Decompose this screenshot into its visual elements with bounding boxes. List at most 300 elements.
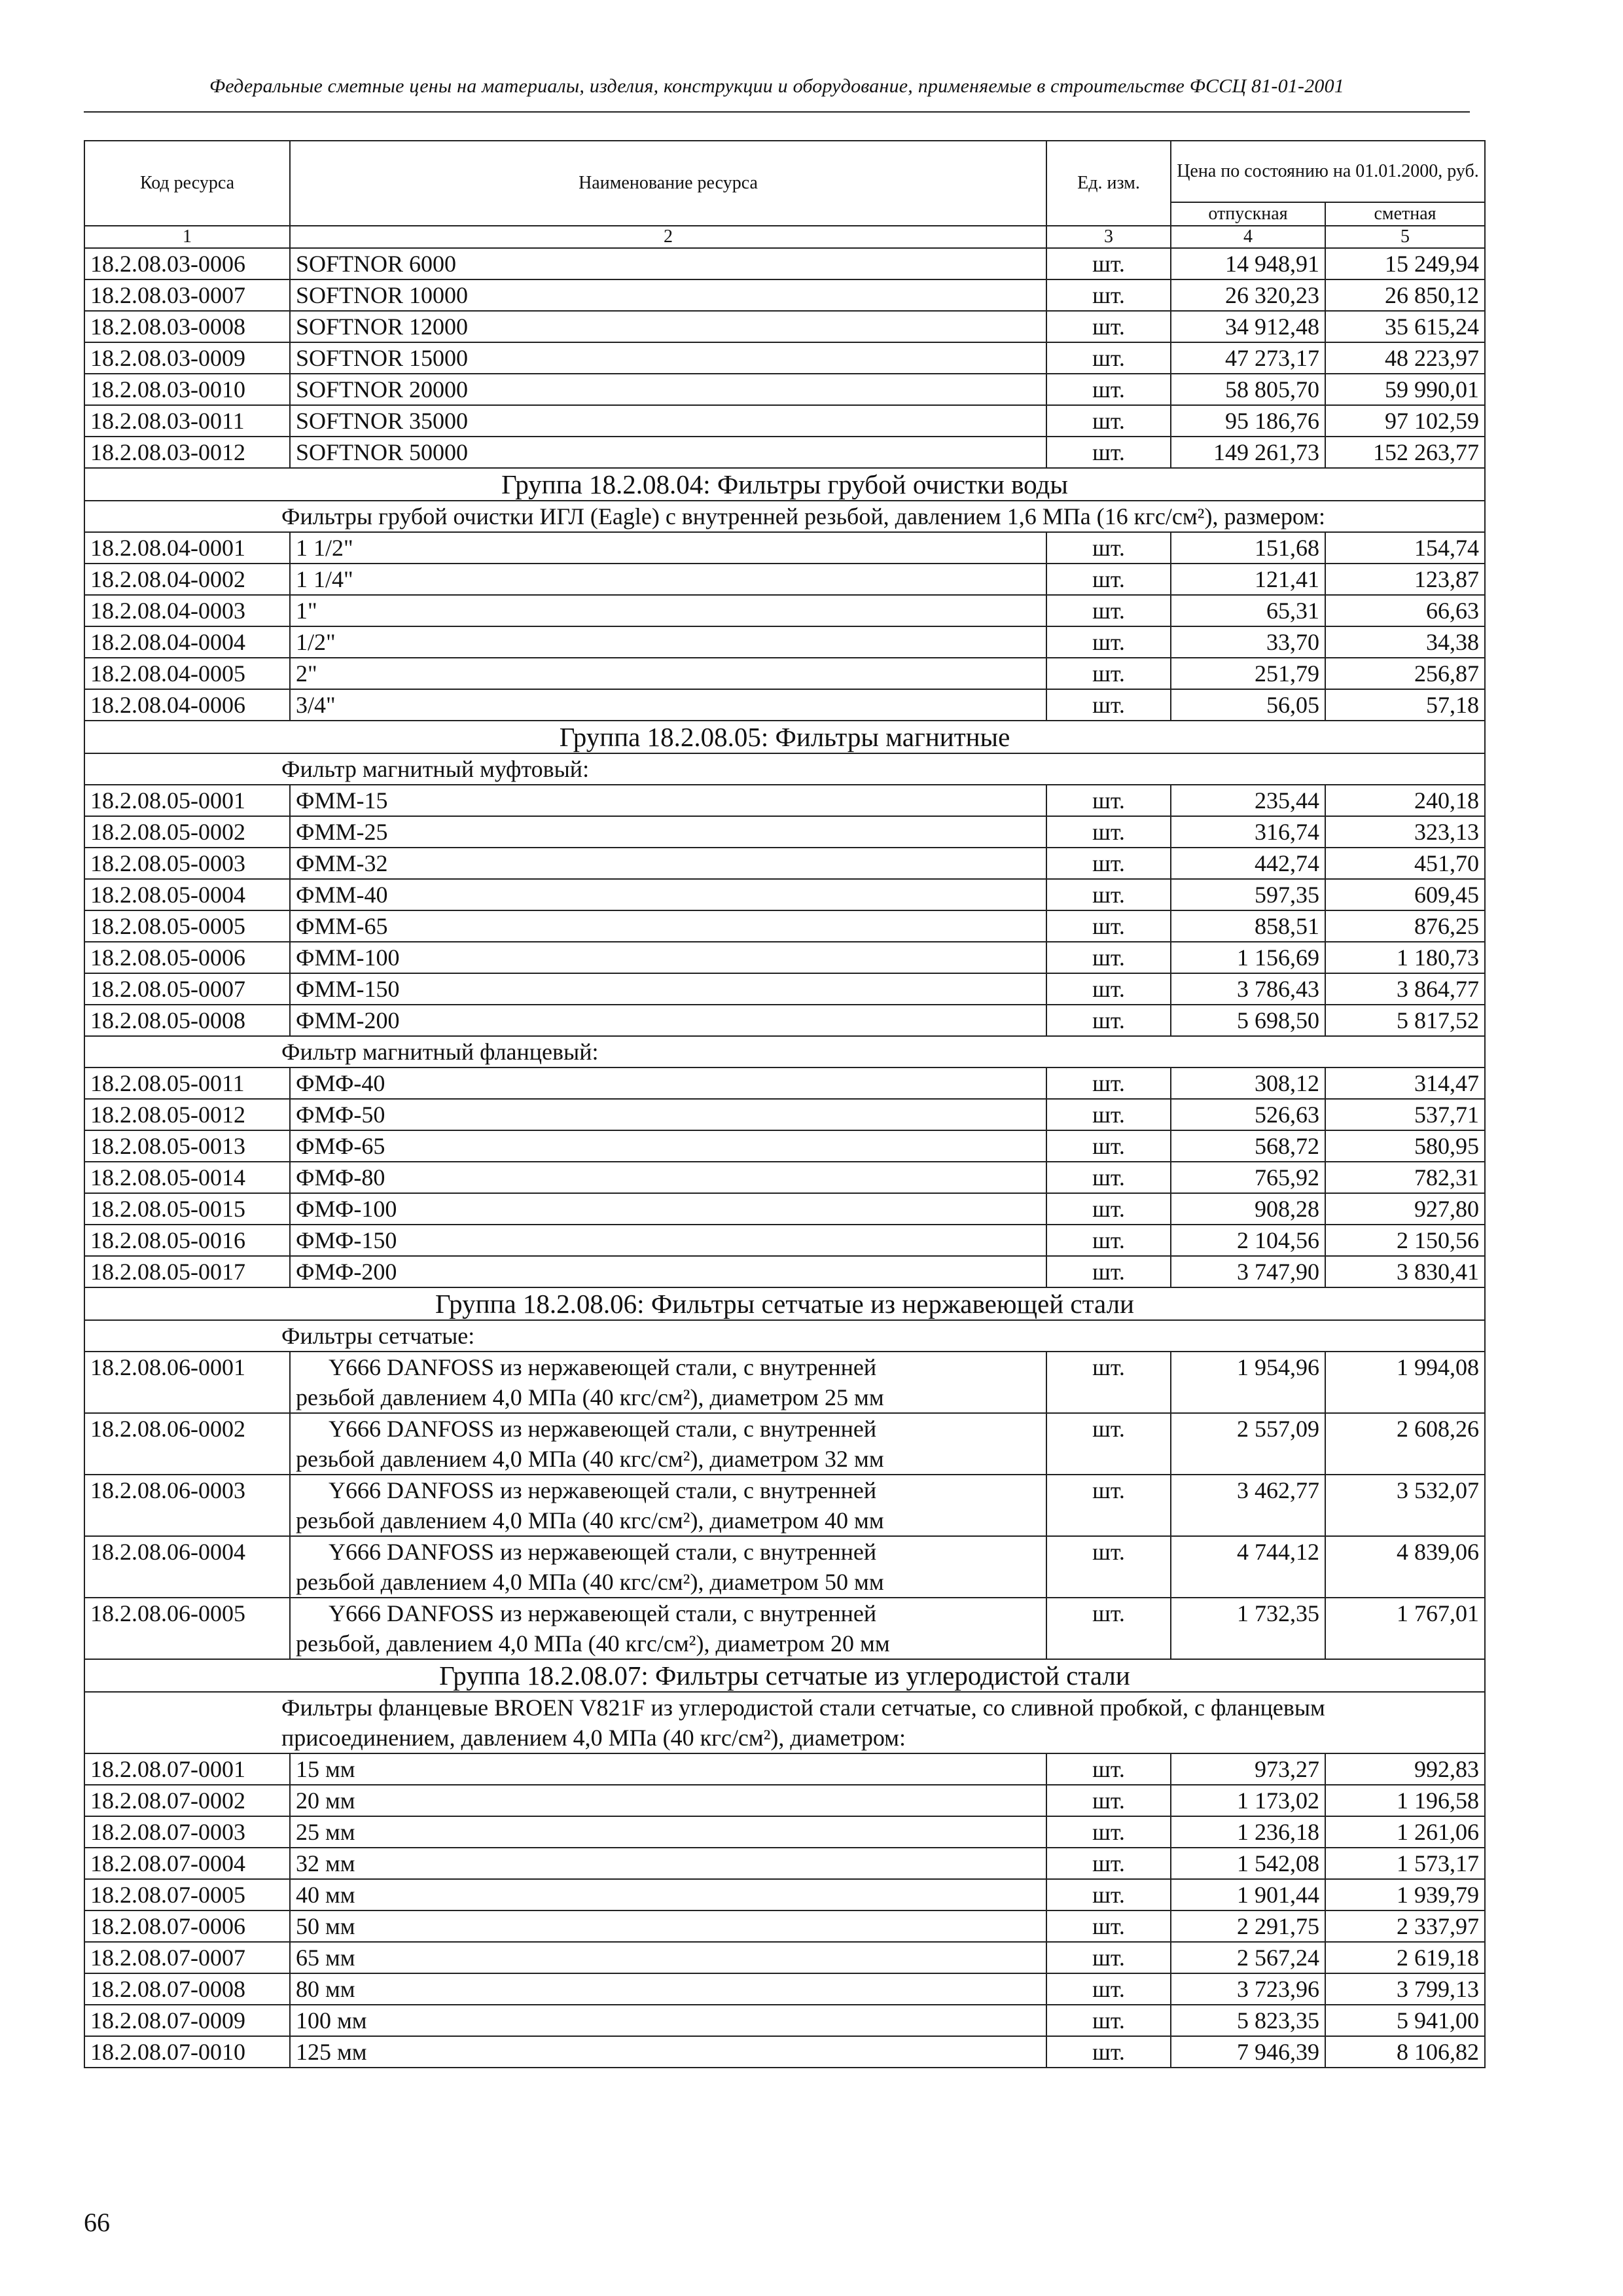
- group-row: [84, 468, 1485, 501]
- resource-code: 18.2.08.03-0007: [84, 279, 290, 311]
- estimate-price: 59 990,01: [1325, 374, 1485, 405]
- resource-name: ФМФ-200: [290, 1256, 1046, 1287]
- unit: шт.: [1046, 626, 1171, 658]
- unit: шт.: [1046, 1973, 1171, 2005]
- table-row: [84, 910, 1485, 942]
- estimate-price: 2 337,97: [1325, 1910, 1485, 1942]
- estimate-price: 876,25: [1325, 910, 1485, 942]
- resource-code: 18.2.08.06-0001: [84, 1352, 290, 1413]
- resource-name-line: резьбой, давлением 4,0 МПа (40 кгс/см²), диаметром 20 мм: [296, 1630, 890, 1657]
- unit: шт.: [1046, 279, 1171, 311]
- table-row: [84, 1067, 1485, 1099]
- resource-name: 15 мм: [290, 1753, 1046, 1785]
- unit: шт.: [1046, 1879, 1171, 1910]
- release-price: 5 823,35: [1171, 2005, 1325, 2036]
- unit: шт.: [1046, 1816, 1171, 1848]
- table-row: [84, 1848, 1485, 1879]
- resource-code: 18.2.08.04-0004: [84, 626, 290, 658]
- estimate-price: 152 263,77: [1325, 437, 1485, 468]
- unit: шт.: [1046, 248, 1171, 279]
- release-price: 34 912,48: [1171, 311, 1325, 342]
- resource-name: 1 1/2": [290, 532, 1046, 564]
- resource-name-line: Y666 DANFOSS из нержавеющей стали, с внутренней: [329, 1477, 877, 1503]
- unit: шт.: [1046, 1475, 1171, 1536]
- resource-name: 50 мм: [290, 1910, 1046, 1942]
- group-row: [84, 1659, 1485, 1692]
- estimate-price: 5 817,52: [1325, 1005, 1485, 1036]
- resource-code: 18.2.08.04-0006: [84, 689, 290, 721]
- resource-name: [290, 1475, 1046, 1536]
- unit: шт.: [1046, 942, 1171, 973]
- resource-code: 18.2.08.07-0010: [84, 2036, 290, 2068]
- resource-name-line: резьбой давлением 4,0 МПа (40 кгс/см²), диаметром 50 мм: [296, 1569, 884, 1595]
- resource-name: SOFTNOR 12000: [290, 311, 1046, 342]
- release-price: 56,05: [1171, 689, 1325, 721]
- table-row: [84, 1352, 1485, 1413]
- table-row: [84, 1942, 1485, 1973]
- table-row: [84, 2036, 1485, 2068]
- unit: шт.: [1046, 1785, 1171, 1816]
- resource-code: 18.2.08.07-0004: [84, 1848, 290, 1879]
- resource-code: 18.2.08.06-0003: [84, 1475, 290, 1536]
- resource-name-line: резьбой давлением 4,0 МПа (40 кгс/см²), диаметром 25 мм: [296, 1384, 884, 1410]
- group-row: [84, 1287, 1485, 1320]
- resource-code: 18.2.08.07-0007: [84, 1942, 290, 1973]
- intro-row: [84, 1320, 1485, 1352]
- group-title: Группа 18.2.08.06: Фильтры сетчатые из нержавеющей стали: [84, 1287, 1485, 1320]
- resource-code: 18.2.08.05-0006: [84, 942, 290, 973]
- col-header-code: Код ресурса: [84, 141, 290, 226]
- release-price: 95 186,76: [1171, 405, 1325, 437]
- table-row: [84, 1130, 1485, 1162]
- col-header-estimate: сметная: [1325, 202, 1485, 226]
- estimate-price: 3 864,77: [1325, 973, 1485, 1005]
- table-row: [84, 1475, 1485, 1536]
- resource-name: ФМФ-150: [290, 1225, 1046, 1256]
- col-header-release: отпускная: [1171, 202, 1325, 226]
- estimate-price: 66,63: [1325, 595, 1485, 626]
- table-body: [84, 248, 1485, 2068]
- release-price: 4 744,12: [1171, 1536, 1325, 1598]
- unit: шт.: [1046, 405, 1171, 437]
- table-row: [84, 879, 1485, 910]
- estimate-price: 1 939,79: [1325, 1879, 1485, 1910]
- release-price: 908,28: [1171, 1193, 1325, 1225]
- group-title: Группа 18.2.08.05: Фильтры магнитные: [84, 721, 1485, 753]
- release-price: 2 567,24: [1171, 1942, 1325, 1973]
- resource-code: 18.2.08.05-0011: [84, 1067, 290, 1099]
- release-price: 58 805,70: [1171, 374, 1325, 405]
- release-price: 3 786,43: [1171, 973, 1325, 1005]
- col-number: 4: [1171, 226, 1325, 248]
- resource-name: 1": [290, 595, 1046, 626]
- resource-name: ФММ-32: [290, 848, 1046, 879]
- unit: шт.: [1046, 374, 1171, 405]
- group-intro-text: Фильтры грубой очистки ИГЛ (Eagle) с внутренней резьбой, давлением 1,6 МПа (16 кгс/см²), размером:: [84, 501, 1485, 532]
- resource-name: 20 мм: [290, 1785, 1046, 1816]
- table-row: [84, 405, 1485, 437]
- unit: шт.: [1046, 816, 1171, 848]
- release-price: 1 156,69: [1171, 942, 1325, 973]
- unit: шт.: [1046, 311, 1171, 342]
- resource-code: 18.2.08.05-0016: [84, 1225, 290, 1256]
- resource-code: 18.2.08.05-0013: [84, 1130, 290, 1162]
- table-row: [84, 1879, 1485, 1910]
- unit: шт.: [1046, 973, 1171, 1005]
- table-row: [84, 1753, 1485, 1785]
- table-row: [84, 816, 1485, 848]
- estimate-price: 123,87: [1325, 564, 1485, 595]
- table-row: [84, 1256, 1485, 1287]
- resource-name: ФМФ-100: [290, 1193, 1046, 1225]
- release-price: 858,51: [1171, 910, 1325, 942]
- resource-code: 18.2.08.06-0002: [84, 1413, 290, 1475]
- table-row: [84, 1162, 1485, 1193]
- resource-code: 18.2.08.07-0003: [84, 1816, 290, 1848]
- estimate-price: 15 249,94: [1325, 248, 1485, 279]
- table-row: [84, 2005, 1485, 2036]
- estimate-price: 323,13: [1325, 816, 1485, 848]
- unit: шт.: [1046, 1910, 1171, 1942]
- unit: шт.: [1046, 785, 1171, 816]
- release-price: 121,41: [1171, 564, 1325, 595]
- resource-name: ФММ-25: [290, 816, 1046, 848]
- resource-name: 1/2": [290, 626, 1046, 658]
- table-row: [84, 1005, 1485, 1036]
- unit: шт.: [1046, 848, 1171, 879]
- table-row: [84, 1598, 1485, 1659]
- intro-row: [84, 1036, 1485, 1067]
- release-price: 1 173,02: [1171, 1785, 1325, 1816]
- col-header-unit: Ед. изм.: [1046, 141, 1171, 226]
- table-row: [84, 1536, 1485, 1598]
- estimate-price: 1 261,06: [1325, 1816, 1485, 1848]
- resource-name: SOFTNOR 6000: [290, 248, 1046, 279]
- table-row: [84, 848, 1485, 879]
- resource-name: ФММ-15: [290, 785, 1046, 816]
- estimate-price: 3 830,41: [1325, 1256, 1485, 1287]
- estimate-price: 34,38: [1325, 626, 1485, 658]
- release-price: 2 104,56: [1171, 1225, 1325, 1256]
- resource-name: ФММ-150: [290, 973, 1046, 1005]
- table-row: [84, 437, 1485, 468]
- resource-name: ФММ-200: [290, 1005, 1046, 1036]
- group-intro-text: Фильтр магнитный фланцевый:: [84, 1036, 1485, 1067]
- estimate-price: 314,47: [1325, 1067, 1485, 1099]
- release-price: 597,35: [1171, 879, 1325, 910]
- release-price: 1 954,96: [1171, 1352, 1325, 1413]
- unit: шт.: [1046, 1848, 1171, 1879]
- release-price: 33,70: [1171, 626, 1325, 658]
- resource-code: 18.2.08.07-0009: [84, 2005, 290, 2036]
- unit: шт.: [1046, 1942, 1171, 1973]
- release-price: 26 320,23: [1171, 279, 1325, 311]
- resource-name: ФМФ-50: [290, 1099, 1046, 1130]
- release-price: 1 901,44: [1171, 1879, 1325, 1910]
- estimate-price: 992,83: [1325, 1753, 1485, 1785]
- release-price: 1 236,18: [1171, 1816, 1325, 1848]
- resource-code: 18.2.08.05-0008: [84, 1005, 290, 1036]
- resource-name: 80 мм: [290, 1973, 1046, 2005]
- release-price: 2 557,09: [1171, 1413, 1325, 1475]
- resource-name: 25 мм: [290, 1816, 1046, 1848]
- unit: шт.: [1046, 532, 1171, 564]
- unit: шт.: [1046, 342, 1171, 374]
- table-row: [84, 1816, 1485, 1848]
- unit: шт.: [1046, 1162, 1171, 1193]
- resource-code: 18.2.08.07-0008: [84, 1973, 290, 2005]
- unit: шт.: [1046, 1099, 1171, 1130]
- table-row: [84, 564, 1485, 595]
- unit: шт.: [1046, 689, 1171, 721]
- resource-code: 18.2.08.05-0007: [84, 973, 290, 1005]
- unit: шт.: [1046, 1256, 1171, 1287]
- resource-code: 18.2.08.05-0004: [84, 879, 290, 910]
- resource-code: 18.2.08.05-0014: [84, 1162, 290, 1193]
- resource-code: 18.2.08.06-0005: [84, 1598, 290, 1659]
- estimate-price: 48 223,97: [1325, 342, 1485, 374]
- unit: шт.: [1046, 1413, 1171, 1475]
- resource-name-line: Y666 DANFOSS из нержавеющей стали, с внутренней: [329, 1600, 877, 1626]
- release-price: 251,79: [1171, 658, 1325, 689]
- table-row: [84, 1225, 1485, 1256]
- release-price: 526,63: [1171, 1099, 1325, 1130]
- release-price: 3 462,77: [1171, 1475, 1325, 1536]
- resource-name: 125 мм: [290, 2036, 1046, 2068]
- running-header: Федеральные сметные цены на материалы, изделия, конструкции и оборудование, применяемые в строительстве ФССЦ 81-01-2001: [84, 73, 1470, 113]
- resource-name: 1 1/4": [290, 564, 1046, 595]
- unit: шт.: [1046, 564, 1171, 595]
- resource-code: 18.2.08.05-0001: [84, 785, 290, 816]
- estimate-price: 240,18: [1325, 785, 1485, 816]
- table-row: [84, 1193, 1485, 1225]
- release-price: 65,31: [1171, 595, 1325, 626]
- intro-row: [84, 1692, 1485, 1753]
- resource-name: 32 мм: [290, 1848, 1046, 1879]
- resource-name: SOFTNOR 35000: [290, 405, 1046, 437]
- page-number: 66: [84, 2208, 110, 2237]
- table-row: [84, 1910, 1485, 1942]
- estimate-price: 1 767,01: [1325, 1598, 1485, 1659]
- table-row: [84, 311, 1485, 342]
- group-row: [84, 721, 1485, 753]
- release-price: 151,68: [1171, 532, 1325, 564]
- resource-code: 18.2.08.05-0005: [84, 910, 290, 942]
- resource-code: 18.2.08.05-0012: [84, 1099, 290, 1130]
- release-price: 3 723,96: [1171, 1973, 1325, 2005]
- estimate-price: 2 619,18: [1325, 1942, 1485, 1973]
- table-row: [84, 342, 1485, 374]
- col-number: 2: [290, 226, 1046, 248]
- unit: шт.: [1046, 1352, 1171, 1413]
- resource-name: 2": [290, 658, 1046, 689]
- group-intro-text: Фильтры фланцевые BROEN V821F из углеродистой стали сетчатые, со сливной пробкой, с фланцевым присоединением, давлением 4,0 МПа (40 кгс/см²), диаметром:: [84, 1692, 1485, 1753]
- release-price: 14 948,91: [1171, 248, 1325, 279]
- estimate-price: 1 180,73: [1325, 942, 1485, 973]
- table-row: [84, 1973, 1485, 2005]
- unit: шт.: [1046, 1005, 1171, 1036]
- estimate-price: 1 573,17: [1325, 1848, 1485, 1879]
- col-number: 3: [1046, 226, 1171, 248]
- resource-name: ФМФ-80: [290, 1162, 1046, 1193]
- table-row: [84, 973, 1485, 1005]
- unit: шт.: [1046, 1225, 1171, 1256]
- resource-name: [290, 1598, 1046, 1659]
- resource-code: 18.2.08.05-0015: [84, 1193, 290, 1225]
- resource-name: [290, 1536, 1046, 1598]
- unit: шт.: [1046, 1536, 1171, 1598]
- release-price: 568,72: [1171, 1130, 1325, 1162]
- estimate-price: 3 799,13: [1325, 1973, 1485, 2005]
- table-row: [84, 1785, 1485, 1816]
- resource-name: 40 мм: [290, 1879, 1046, 1910]
- resource-name-line: резьбой давлением 4,0 МПа (40 кгс/см²), диаметром 40 мм: [296, 1507, 884, 1534]
- resource-name: ФМФ-65: [290, 1130, 1046, 1162]
- estimate-price: 35 615,24: [1325, 311, 1485, 342]
- header-row: [84, 141, 1485, 202]
- resource-code: 18.2.08.07-0002: [84, 1785, 290, 1816]
- resource-name: SOFTNOR 10000: [290, 279, 1046, 311]
- release-price: 973,27: [1171, 1753, 1325, 1785]
- estimate-price: 1 994,08: [1325, 1352, 1485, 1413]
- unit: шт.: [1046, 1193, 1171, 1225]
- estimate-price: 580,95: [1325, 1130, 1485, 1162]
- resource-code: 18.2.08.06-0004: [84, 1536, 290, 1598]
- col-header-price: Цена по состоянию на 01.01.2000, руб.: [1171, 141, 1485, 202]
- release-price: 235,44: [1171, 785, 1325, 816]
- column-number-row: [84, 226, 1485, 248]
- estimate-price: 8 106,82: [1325, 2036, 1485, 2068]
- release-price: 149 261,73: [1171, 437, 1325, 468]
- unit: шт.: [1046, 595, 1171, 626]
- estimate-price: 2 608,26: [1325, 1413, 1485, 1475]
- release-price: 7 946,39: [1171, 2036, 1325, 2068]
- resource-code: 18.2.08.03-0006: [84, 248, 290, 279]
- resource-name: ФММ-40: [290, 879, 1046, 910]
- unit: шт.: [1046, 437, 1171, 468]
- resource-code: 18.2.08.05-0003: [84, 848, 290, 879]
- release-price: 442,74: [1171, 848, 1325, 879]
- release-price: 47 273,17: [1171, 342, 1325, 374]
- release-price: 5 698,50: [1171, 1005, 1325, 1036]
- group-title: Группа 18.2.08.04: Фильтры грубой очистки воды: [84, 468, 1485, 501]
- estimate-price: 57,18: [1325, 689, 1485, 721]
- table-row: [84, 279, 1485, 311]
- resource-code: 18.2.08.03-0011: [84, 405, 290, 437]
- release-price: 1 542,08: [1171, 1848, 1325, 1879]
- resource-name: 100 мм: [290, 2005, 1046, 2036]
- group-title: Группа 18.2.08.07: Фильтры сетчатые из углеродистой стали: [84, 1659, 1485, 1692]
- unit: шт.: [1046, 1130, 1171, 1162]
- col-number: 1: [84, 226, 290, 248]
- release-price: 1 732,35: [1171, 1598, 1325, 1659]
- unit: шт.: [1046, 2005, 1171, 2036]
- group-intro-text: Фильтр магнитный муфтовый:: [84, 753, 1485, 785]
- table-row: [84, 785, 1485, 816]
- resource-name: SOFTNOR 15000: [290, 342, 1046, 374]
- table-row: [84, 626, 1485, 658]
- col-number: 5: [1325, 226, 1485, 248]
- col-header-name: Наименование ресурса: [290, 141, 1046, 226]
- unit: шт.: [1046, 910, 1171, 942]
- resource-name-line: Y666 DANFOSS из нержавеющей стали, с внутренней: [329, 1539, 877, 1565]
- resource-name: 65 мм: [290, 1942, 1046, 1973]
- release-price: 2 291,75: [1171, 1910, 1325, 1942]
- unit: шт.: [1046, 879, 1171, 910]
- resource-code: 18.2.08.03-0009: [84, 342, 290, 374]
- unit: шт.: [1046, 658, 1171, 689]
- table-row: [84, 689, 1485, 721]
- estimate-price: 5 941,00: [1325, 2005, 1485, 2036]
- table-row: [84, 658, 1485, 689]
- resource-code: 18.2.08.07-0001: [84, 1753, 290, 1785]
- estimate-price: 97 102,59: [1325, 405, 1485, 437]
- table-row: [84, 1413, 1485, 1475]
- resource-code: 18.2.08.03-0012: [84, 437, 290, 468]
- unit: шт.: [1046, 1753, 1171, 1785]
- unit: шт.: [1046, 2036, 1171, 2068]
- table-row: [84, 942, 1485, 973]
- resource-name: ФММ-65: [290, 910, 1046, 942]
- estimate-price: 26 850,12: [1325, 279, 1485, 311]
- release-price: 765,92: [1171, 1162, 1325, 1193]
- intro-row: [84, 753, 1485, 785]
- resource-code: 18.2.08.07-0005: [84, 1879, 290, 1910]
- estimate-price: 782,31: [1325, 1162, 1485, 1193]
- resource-name-line: резьбой давлением 4,0 МПа (40 кгс/см²), диаметром 32 мм: [296, 1446, 884, 1472]
- estimate-price: 1 196,58: [1325, 1785, 1485, 1816]
- resource-code: 18.2.08.04-0003: [84, 595, 290, 626]
- estimate-price: 2 150,56: [1325, 1225, 1485, 1256]
- price-table: [84, 140, 1486, 2068]
- resource-name: 3/4": [290, 689, 1046, 721]
- table-row: [84, 595, 1485, 626]
- resource-code: 18.2.08.04-0002: [84, 564, 290, 595]
- release-price: 3 747,90: [1171, 1256, 1325, 1287]
- resource-name: ФМФ-40: [290, 1067, 1046, 1099]
- estimate-price: 609,45: [1325, 879, 1485, 910]
- estimate-price: 537,71: [1325, 1099, 1485, 1130]
- resource-code: 18.2.08.03-0008: [84, 311, 290, 342]
- table-row: [84, 248, 1485, 279]
- resource-name: [290, 1413, 1046, 1475]
- resource-code: 18.2.08.04-0005: [84, 658, 290, 689]
- unit: шт.: [1046, 1598, 1171, 1659]
- intro-row: [84, 501, 1485, 532]
- table-row: [84, 1099, 1485, 1130]
- estimate-price: 154,74: [1325, 532, 1485, 564]
- estimate-price: 4 839,06: [1325, 1536, 1485, 1598]
- resource-name: SOFTNOR 50000: [290, 437, 1046, 468]
- resource-code: 18.2.08.03-0010: [84, 374, 290, 405]
- estimate-price: 256,87: [1325, 658, 1485, 689]
- release-price: 316,74: [1171, 816, 1325, 848]
- release-price: 308,12: [1171, 1067, 1325, 1099]
- table-row: [84, 374, 1485, 405]
- unit: шт.: [1046, 1067, 1171, 1099]
- resource-code: 18.2.08.07-0006: [84, 1910, 290, 1942]
- resource-name: SOFTNOR 20000: [290, 374, 1046, 405]
- resource-name: [290, 1352, 1046, 1413]
- resource-name-line: Y666 DANFOSS из нержавеющей стали, с внутренней: [329, 1416, 877, 1442]
- group-intro-text: Фильтры сетчатые:: [84, 1320, 1485, 1352]
- estimate-price: 3 532,07: [1325, 1475, 1485, 1536]
- resource-code: 18.2.08.05-0017: [84, 1256, 290, 1287]
- resource-name-line: Y666 DANFOSS из нержавеющей стали, с внутренней: [329, 1354, 877, 1380]
- estimate-price: 927,80: [1325, 1193, 1485, 1225]
- resource-name: ФММ-100: [290, 942, 1046, 973]
- estimate-price: 451,70: [1325, 848, 1485, 879]
